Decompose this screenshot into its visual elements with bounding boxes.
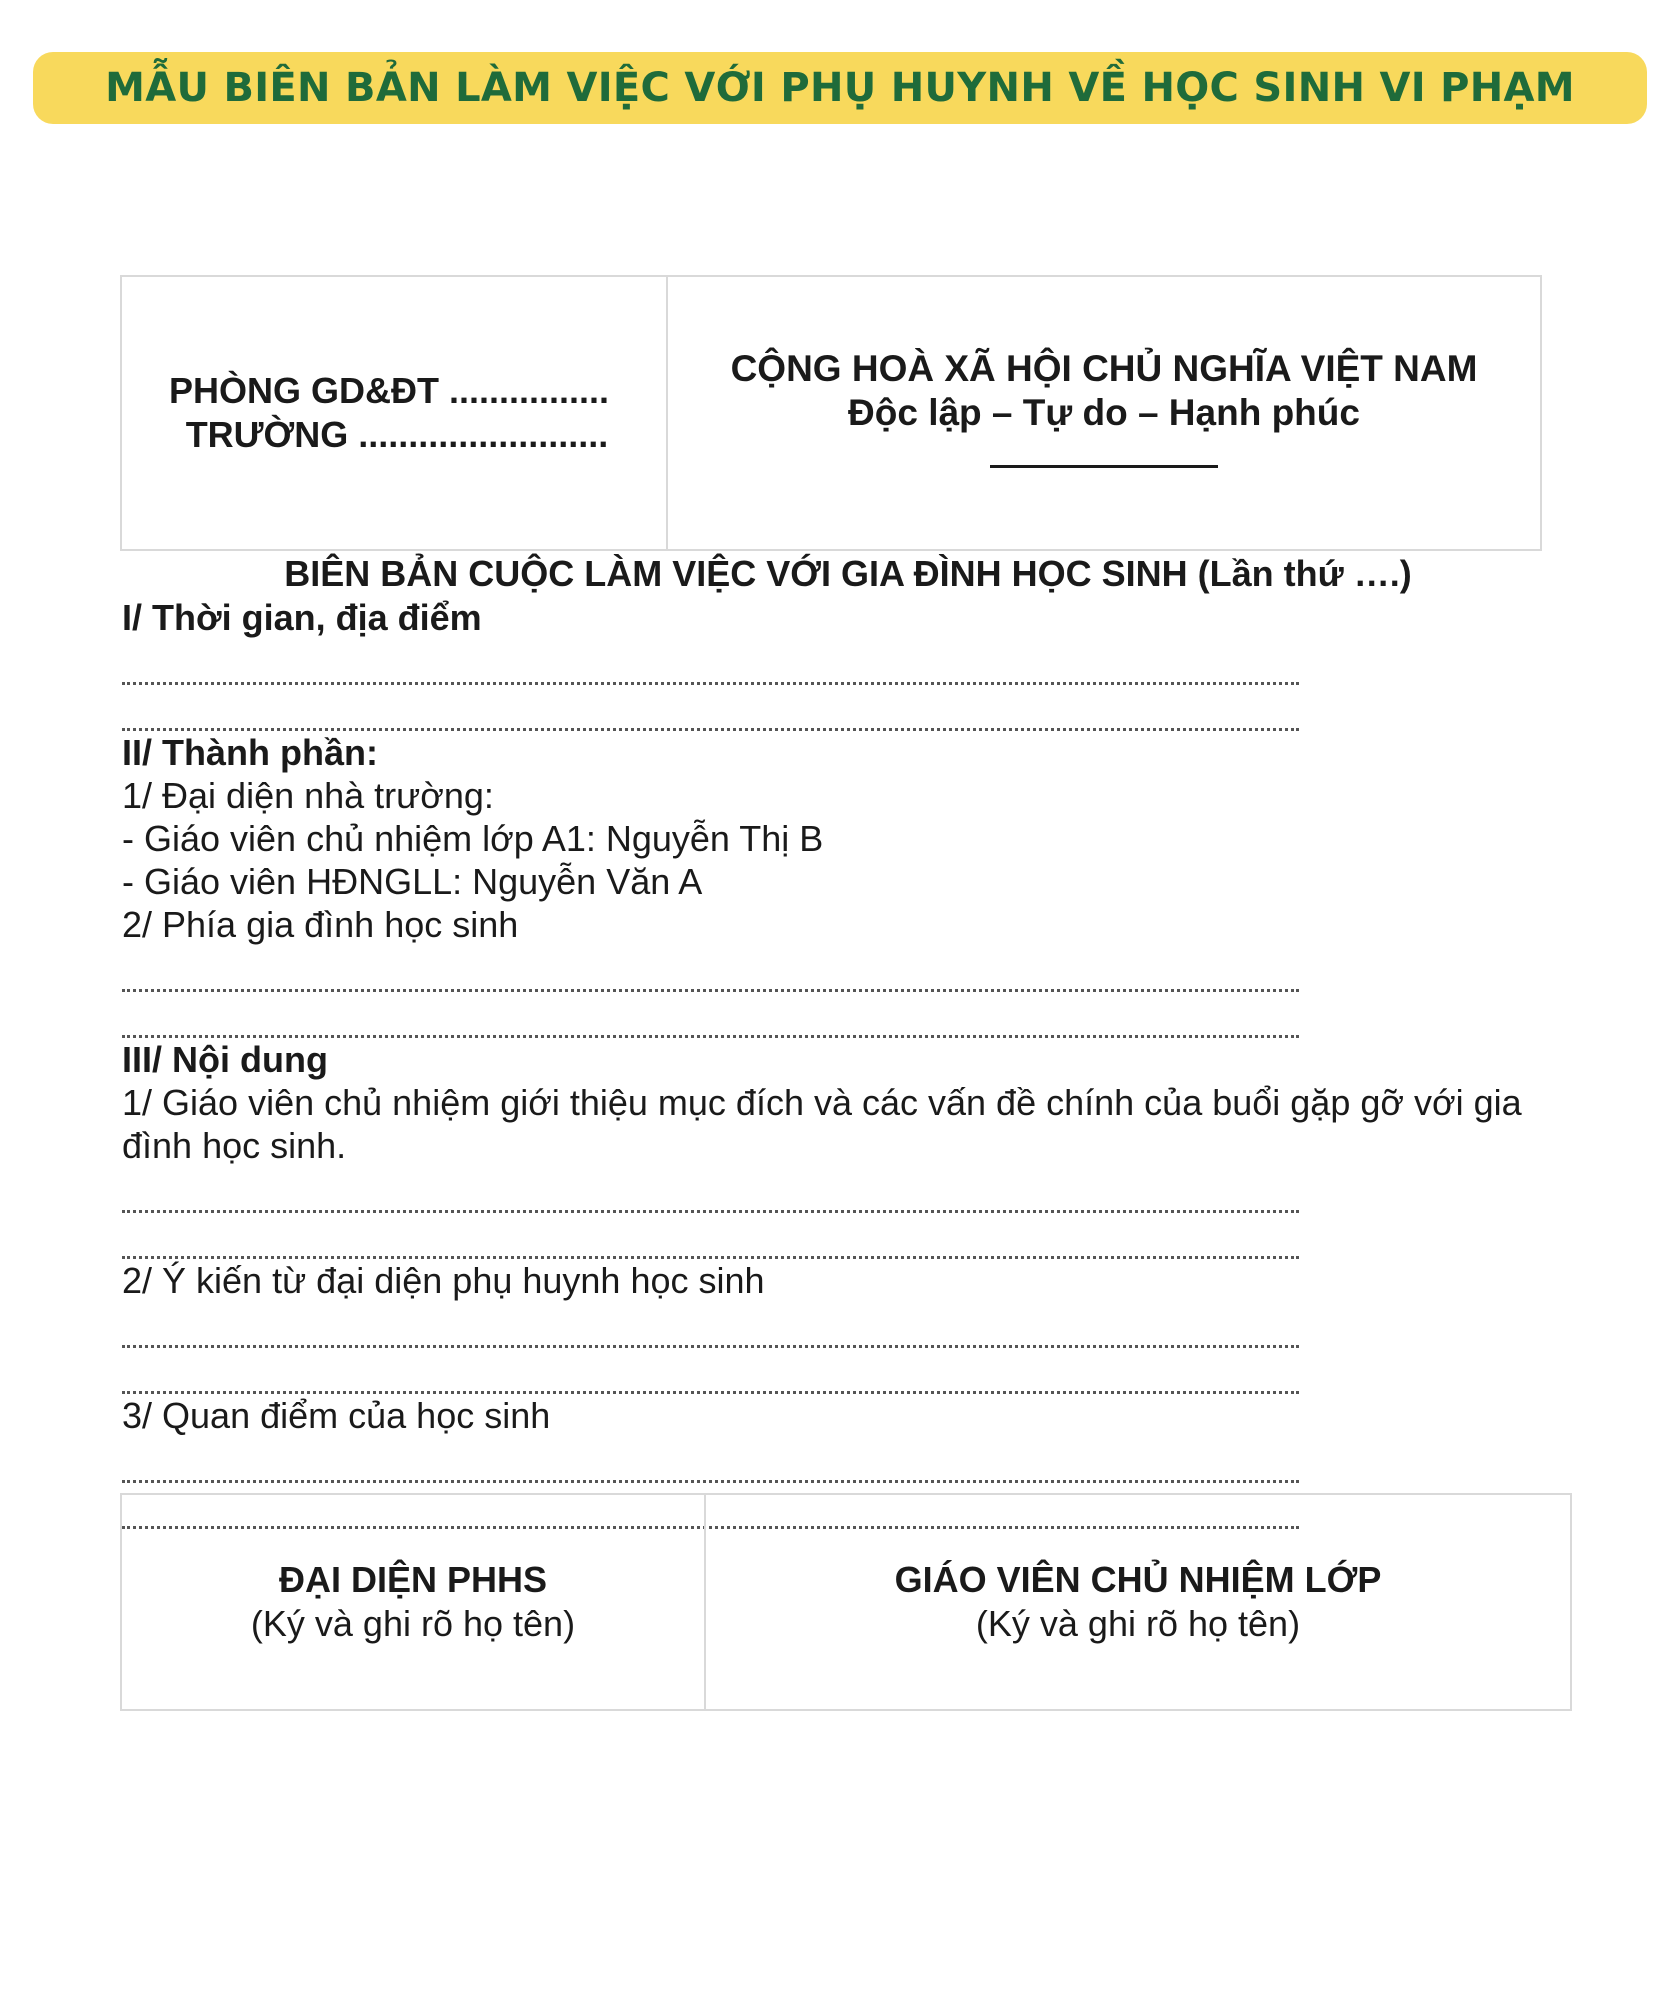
document-body: [122, 552, 1582, 1529]
content-item-intro: 1/ Giáo viên chủ nhiệm giới thiệu mục đích và các vấn đề chính của buổi gặp gỡ với gia đình học sinh.: [122, 1082, 1522, 1166]
section-participants-heading: II/ Thành phần:: [122, 732, 378, 773]
national-motto-cell: [668, 277, 1540, 549]
school-info-cell: [122, 277, 668, 549]
fill-in-line: [122, 1348, 1299, 1394]
teacher-signature-note: (Ký và ghi rõ họ tên): [975, 1603, 1301, 1644]
fill-in-line: [122, 1213, 1299, 1259]
parent-signature-cell: [122, 1495, 706, 1709]
motto-underline: [990, 465, 1218, 468]
fill-in-line: [122, 685, 1299, 731]
content-item-parent-opinion: 2/ Ý kiến từ đại diện phụ huynh học sinh: [122, 1260, 765, 1301]
section-time-place-heading: I/ Thời gian, địa điểm: [122, 597, 482, 638]
banner-title: MẪU BIÊN BẢN LÀM VIỆC VỚI PHỤ HUYNH VỀ HỌC SINH VI PHẠM: [105, 65, 1575, 111]
school-line: TRƯỜNG .........................: [185, 414, 609, 455]
fill-in-line: [122, 639, 1299, 685]
document-header: [120, 275, 1542, 551]
national-motto: Độc lập – Tự do – Hạnh phúc: [848, 392, 1360, 433]
homeroom-teacher-entry: - Giáo viên chủ nhiệm lớp A1: Nguyễn Thị B: [122, 818, 824, 859]
school-representatives-label: 1/ Đại diện nhà trường:: [122, 775, 494, 816]
title-banner: [33, 52, 1647, 124]
fill-in-line: [122, 946, 1299, 992]
fill-in-line: [122, 1167, 1299, 1213]
homeroom-teacher-title: GIÁO VIÊN CHỦ NHIỆM LỚP: [894, 1559, 1382, 1600]
fill-in-line: [122, 992, 1299, 1038]
country-name: CỘNG HOÀ XÃ HỘI CHỦ NGHĨA VIỆT NAM: [730, 348, 1478, 389]
teacher-signature-cell: [706, 1495, 1570, 1709]
fill-in-line: [122, 1437, 1299, 1483]
signature-table: [120, 1493, 1572, 1711]
parent-signature-note: (Ký và ghi rõ họ tên): [250, 1603, 576, 1644]
activities-teacher-entry: - Giáo viên HĐNGLL: Nguyễn Văn A: [122, 861, 703, 902]
parent-representative-title: ĐẠI DIỆN PHHS: [278, 1559, 548, 1600]
fill-in-line: [122, 1302, 1299, 1348]
section-content-heading: III/ Nội dung: [122, 1039, 328, 1080]
content-item-student-view: 3/ Quan điểm của học sinh: [122, 1395, 551, 1436]
document-title: BIÊN BẢN CUỘC LÀM VIỆC VỚI GIA ĐÌNH HỌC SINH (Lần thứ ….): [284, 553, 1412, 594]
family-side-label: 2/ Phía gia đình học sinh: [122, 904, 519, 945]
department-line: PHÒNG GD&ĐT ................: [168, 370, 610, 411]
